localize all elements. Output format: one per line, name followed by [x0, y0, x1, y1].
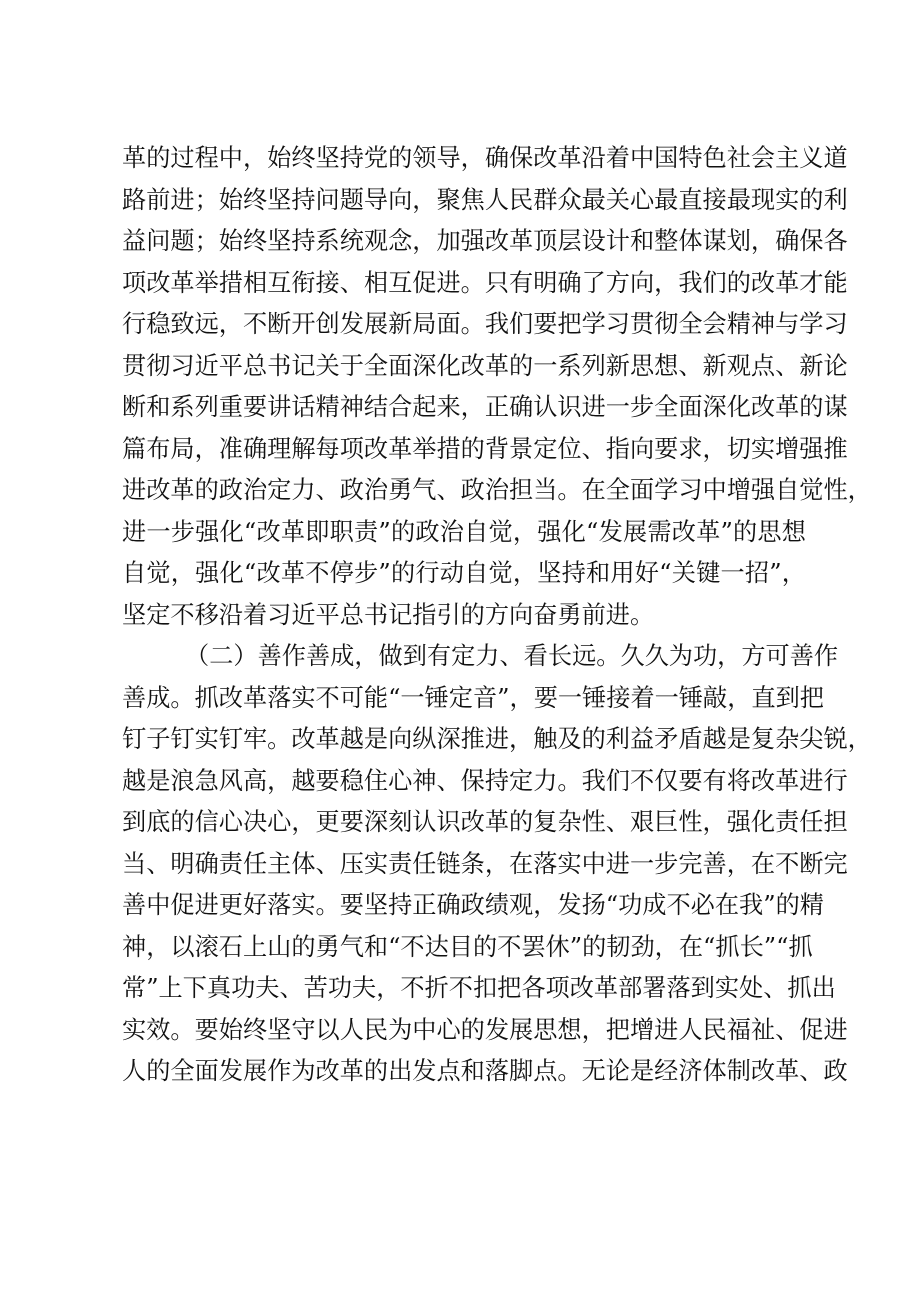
- text-line: 贯彻习近平总书记关于全面深化改革的一系列新思想、新观点、新论: [122, 351, 848, 380]
- text-line: 实效。要始终坚守以人民为中心的发展思想，把增进人民福祉、促进: [122, 1015, 848, 1044]
- text-line: 越是浪急风高，越要稳住心神、保持定力。我们不仅要有将改革进行: [122, 766, 848, 795]
- text-line: 自觉，强化“改革不停步”的行动自觉，坚持和用好“关键一招”，: [122, 559, 806, 587]
- document-body: [122, 138, 872, 1093]
- paragraph-2: [122, 636, 872, 1093]
- text-line: 断和系列重要讲话精神结合起来，正确认识进一步全面深化改革的谋: [122, 393, 848, 421]
- text-line: 钉子钉实钉牢。改革越是向纵深推进，触及的利益矛盾越是复杂尖锐，: [122, 725, 872, 753]
- text-line: 常”上下真功夫、苦功夫，不折不扣把各项改革部署落到实处、抓出: [122, 974, 836, 1002]
- text-line: 进改革的政治定力、政治勇气、政治担当。在全面学习中增强自觉性，: [122, 476, 872, 504]
- paragraph-1: [122, 138, 872, 636]
- text-line: 到底的信心决心，更要深刻认识改革的复杂性、艰巨性，强化责任担: [122, 808, 848, 836]
- section-heading-line: （二）善作善成，做到有定力、看长远。久久为功，方可善作: [185, 642, 839, 670]
- text-line: 神，以滚石上山的勇气和“不达目的不罢休”的韧劲，在“抓长”“抓: [122, 932, 813, 961]
- text-line: 善中促进更好落实。要坚持正确政绩观，发扬“功成不必在我”的精: [122, 891, 824, 919]
- text-line: 进一步强化“改革即职责”的政治自觉，强化“发展需改革”的思想: [122, 517, 806, 546]
- text-line: 益问题；始终坚持系统观念，加强改革顶层设计和整体谋划，确保各: [122, 227, 848, 255]
- text-line: 当、明确责任主体、压实责任链条，在落实中进一步完善，在不断完: [122, 849, 848, 878]
- text-line: 项改革举措相互衔接、相互促进。只有明确了方向，我们的改革才能: [122, 268, 848, 297]
- text-line: 行稳致远，不断开创发展新局面。我们要把学习贯彻全会精神与学习: [122, 310, 848, 338]
- text-line: 路前进；始终坚持问题导向，聚焦人民群众最关心最直接最现实的利: [122, 185, 848, 214]
- text-line: 坚定不移沿着习近平总书记指引的方向奋勇前进。: [122, 600, 655, 629]
- text-line: 革的过程中，始终坚持党的领导，确保改革沿着中国特色社会主义道: [122, 144, 848, 172]
- text-line: 善成。抓改革落实不可能“一锤定音”，要一锤接着一锤敲，直到把: [122, 683, 824, 712]
- text-line: 篇布局，准确理解每项改革举措的背景定位、指向要求，切实增强推: [122, 434, 848, 463]
- text-line: 人的全面发展作为改革的出发点和落脚点。无论是经济体制改革、政: [122, 1057, 848, 1085]
